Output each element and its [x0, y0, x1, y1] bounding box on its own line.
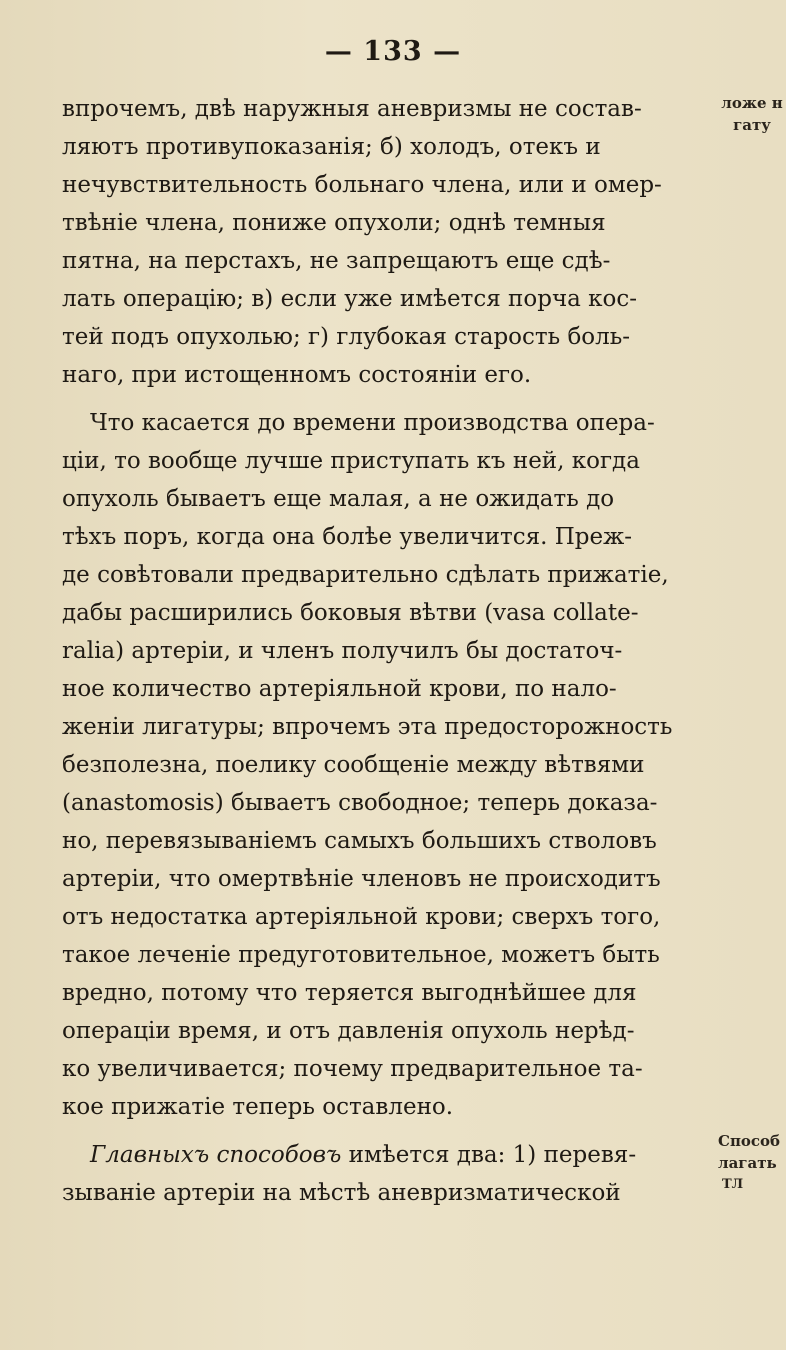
margin-note [718, 92, 786, 136]
margin-note-line: Способ [718, 1132, 781, 1150]
text-line: ralia) артеріи, и членъ получилъ бы достаточ- [62, 638, 623, 664]
margin-note-line: гату [733, 116, 771, 134]
text-line: операціи время, и отъ давленія опухоль нерѣд- [62, 1018, 635, 1044]
paragraph-gap [62, 394, 714, 404]
page-number: — 133 — [324, 36, 462, 67]
text-line: женіи лигатуры; впрочемъ эта предосторожность [62, 714, 673, 740]
margin-note-line: ТЛ [722, 1177, 744, 1192]
paragraph-1 [62, 90, 714, 394]
text-line: (anastomosis) бываетъ свободное; теперь доказа- [62, 790, 658, 816]
text-line: вредно, потому что теряется выгоднѣйшее для [62, 980, 637, 1006]
text-line: тѣхъ поръ, когда она болѣе увеличится. Преж- [62, 524, 633, 550]
text-line: ко увеличивается; почему предварительное та- [62, 1056, 643, 1082]
text-line: ляютъ противупоказанія; б) холодъ, отекъ и [62, 134, 601, 160]
italic-phrase: Главныхъ способовъ [90, 1142, 342, 1168]
text-line: кое прижатіе теперь оставлено. [62, 1094, 454, 1120]
margin-note [718, 1130, 786, 1196]
text-line: дабы расширились боковыя вѣтви (vasa collate- [62, 600, 639, 626]
text-line: безполезна, поелику сообщеніе между вѣтвями [62, 752, 645, 778]
text-line: наго, при истощенномъ состояніи его. [62, 362, 532, 388]
paragraph-gap [62, 1126, 714, 1136]
text-line: впрочемъ, двѣ наружныя аневризмы не состав- [62, 96, 642, 122]
text-line [62, 1136, 714, 1174]
paragraph-2 [62, 404, 714, 1126]
text-line: де совѣтовали предварительно сдѣлать прижатіе, [62, 562, 669, 588]
text-line: Что касается до времени производства опера- [90, 410, 655, 436]
text-fragment: имѣется два: 1) перевя- [341, 1142, 637, 1168]
text-line: артеріи, что омертвѣніе членовъ не происходитъ [62, 866, 661, 892]
text-line: тей подъ опухолью; г) глубокая старость боль- [62, 324, 631, 350]
text-line: ціи, то вообще лучше приступать къ ней, когда [62, 448, 640, 474]
text-line: опухоль бываетъ еще малая, а не ожидать до [62, 486, 615, 512]
text-line: лать операцію; в) если уже имѣется порча кос- [62, 286, 638, 312]
text-line: зываніе артеріи на мѣстѣ аневризматической [62, 1180, 621, 1206]
body-text [62, 90, 714, 1212]
text-line: пятна, на перстахъ, не запрещаютъ еще сдѣ- [62, 248, 611, 274]
margin-note-line: лагать [718, 1154, 777, 1172]
text-line: отъ недостатка артеріяльной крови; сверхъ того, [62, 904, 661, 930]
paragraph-3 [62, 1136, 714, 1212]
text-line: твѣніе члена, пониже опухоли; однѣ темныя [62, 210, 606, 236]
text-line: нечувствительность больнаго члена, или и омер- [62, 172, 662, 198]
text-line: такое леченіе предуготовительное, можетъ быть [62, 942, 660, 968]
text-line: но, перевязываніемъ самыхъ большихъ стволовъ [62, 828, 657, 854]
margin-note-line: ложе н [721, 94, 783, 112]
text-line: ное количество артеріяльной крови, по нало- [62, 676, 617, 702]
